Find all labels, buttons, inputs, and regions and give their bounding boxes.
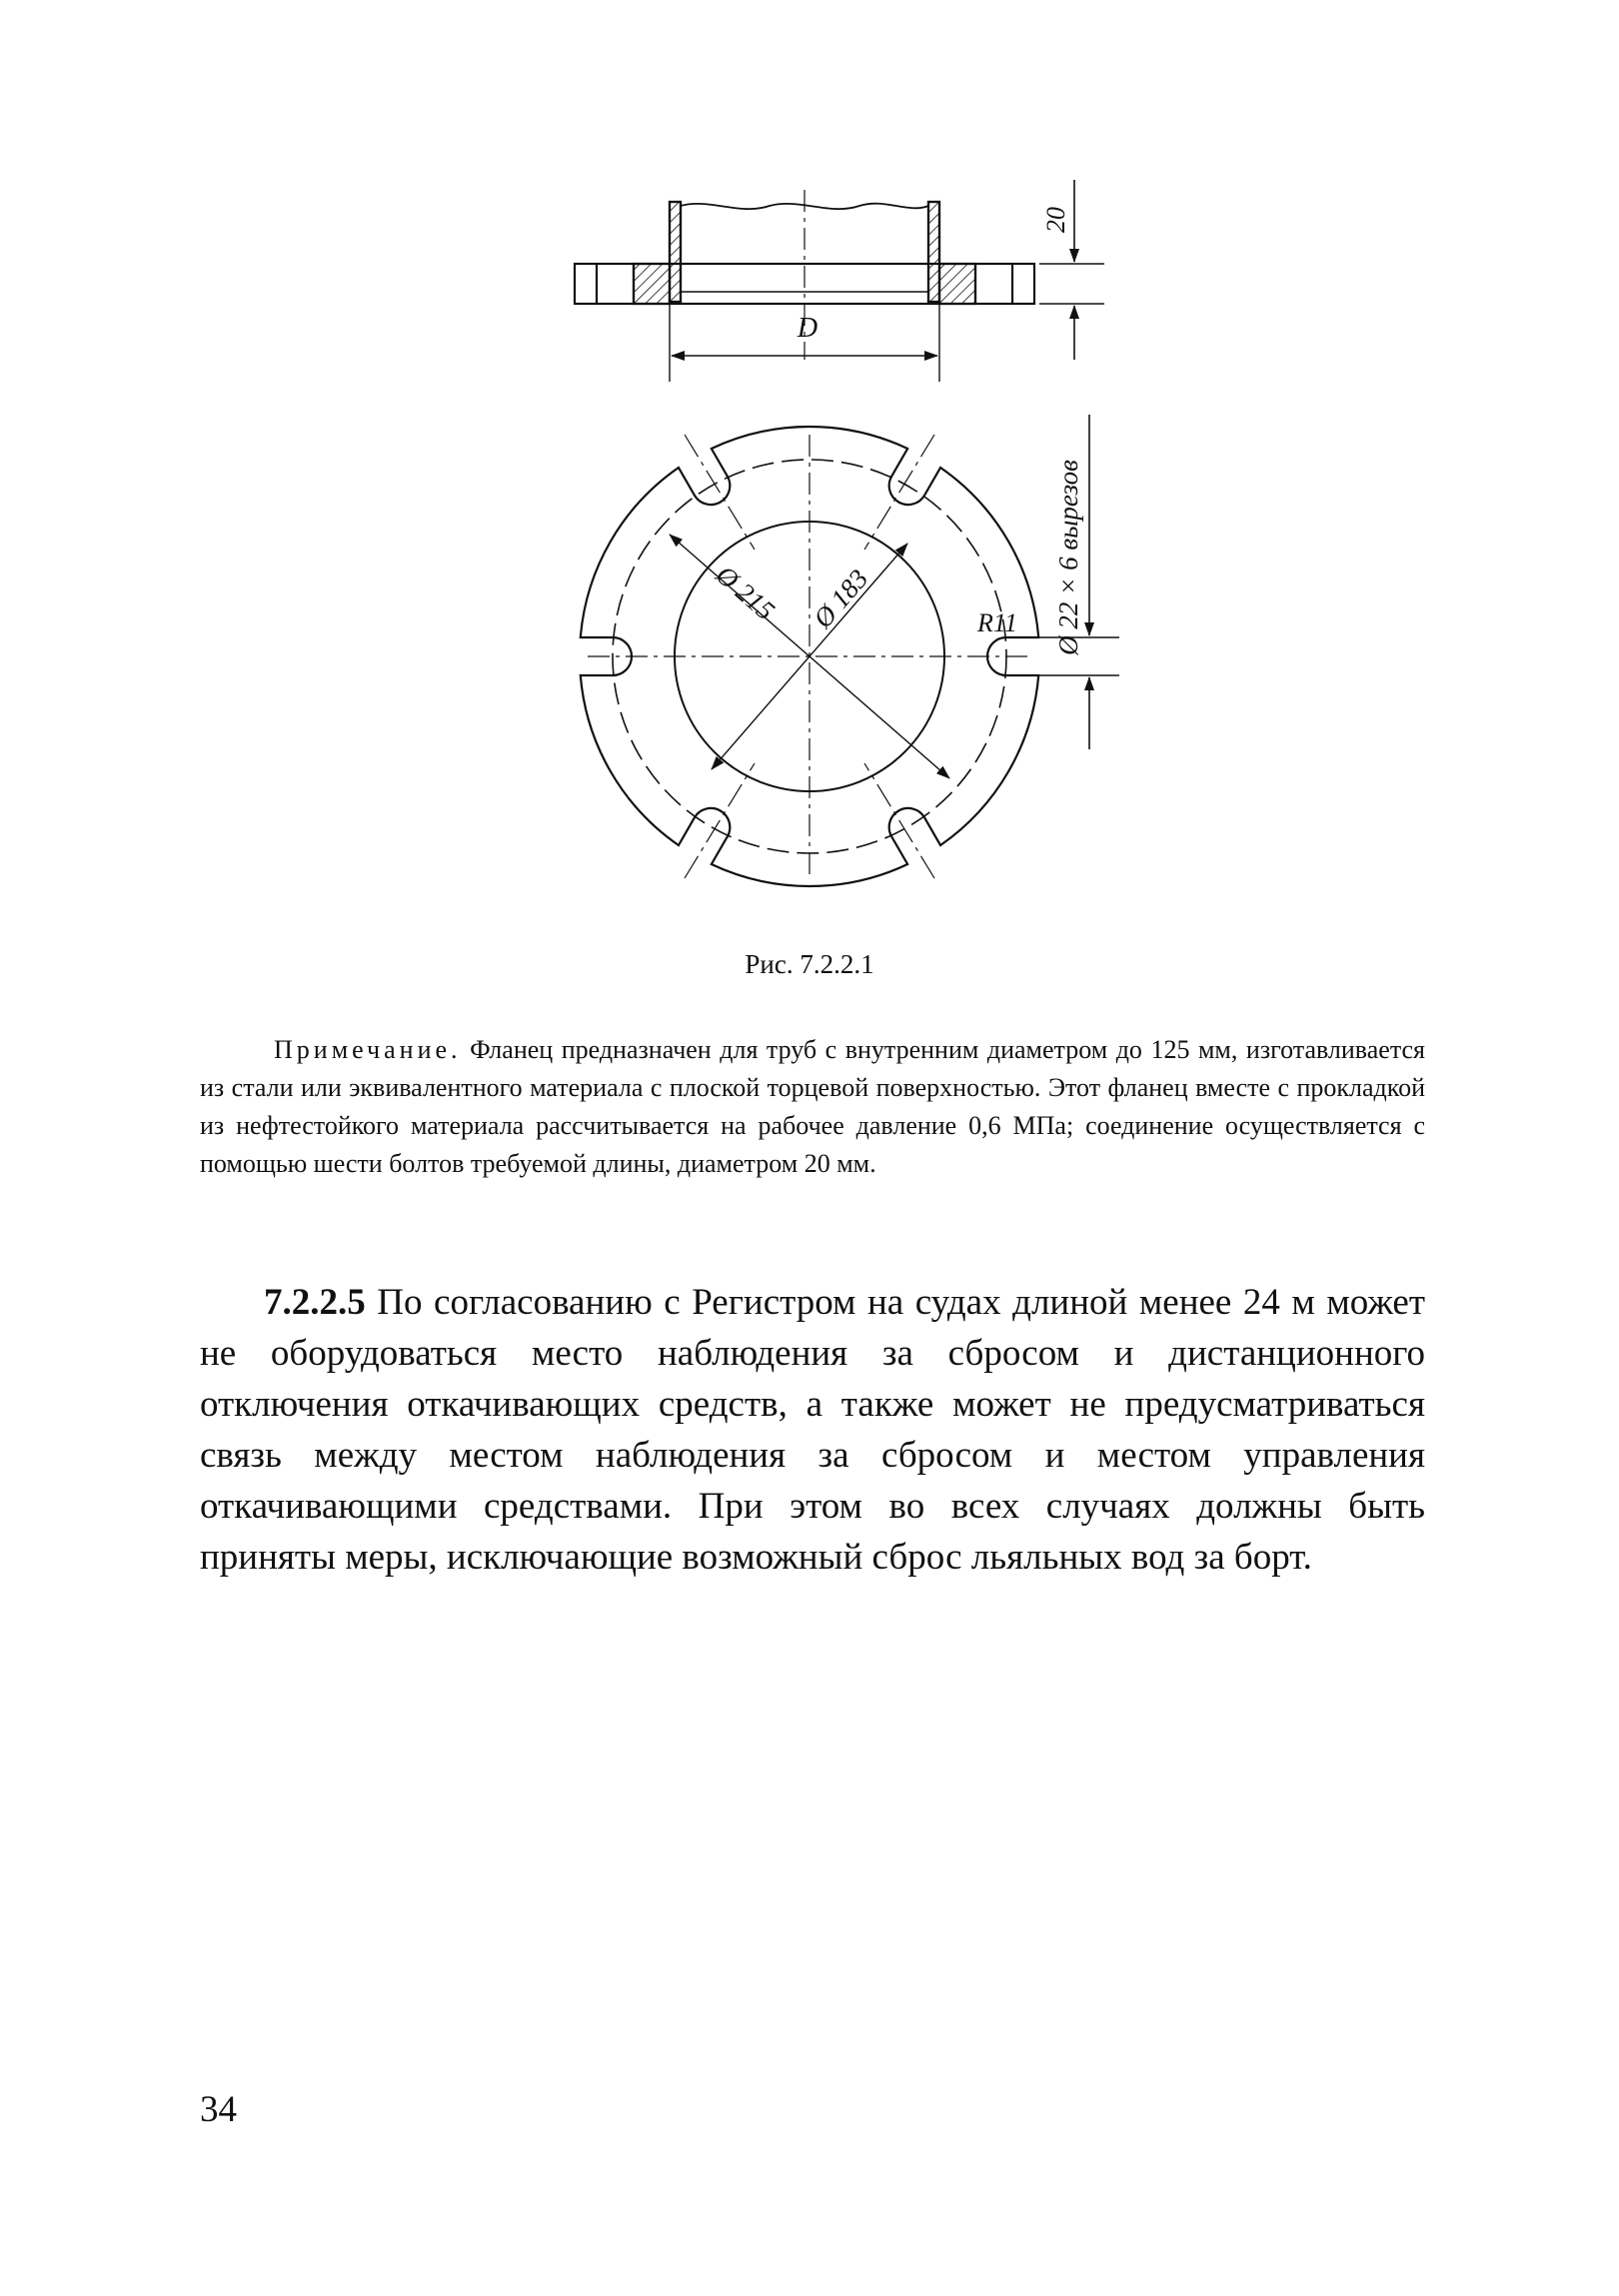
bolt-circle-label: Ø 215	[710, 559, 781, 626]
thickness-label: 20	[1041, 207, 1070, 233]
side-view	[575, 190, 1034, 382]
note-label: Примечание.	[274, 1035, 462, 1064]
plan-view	[581, 427, 1038, 886]
page-number: 34	[200, 2089, 237, 2130]
diameter-label: D	[797, 313, 818, 344]
note-paragraph	[200, 1031, 1425, 1183]
inner-circle-label: Ø 183	[807, 564, 874, 634]
slots-label: Ø 22 × 6 вырезов	[1053, 460, 1083, 655]
figure-caption: Рис. 7.2.2.1	[745, 949, 874, 979]
paragraph-text: По согласованию с Регистром на судах длиной менее 24 м может не оборудоваться место наблюдения за сбросом и дистанционного отключения откачивающих средств, а также может не предусматриваться связь между местом наблюдения за сбросом и местом управления откачивающими средствами. При этом во всех случаях должны быть приняты меры, исключающие возможный сброс льяльных вод за борт.	[200, 1282, 1426, 1578]
paragraph-number: 7.2.2.5	[264, 1282, 366, 1323]
flange-drawing	[540, 160, 1139, 919]
note-text: Фланец предназначен для труб с внутренним диаметром до 125 мм, изготавливается из стали или эквивалентного материала с плоской торцевой поверхностью. Этот фланец вместе с прокладкой из нефтестойкого материала рассчитывается на рабочее давление 0,6 МПа; соединение осуществляется с помощью шести болтов требуемой длины, диаметром 20 мм.	[200, 1035, 1425, 1178]
section-paragraph	[200, 1277, 1425, 1583]
thickness-dimension	[1039, 180, 1104, 360]
radius-label: R11	[977, 608, 1017, 637]
